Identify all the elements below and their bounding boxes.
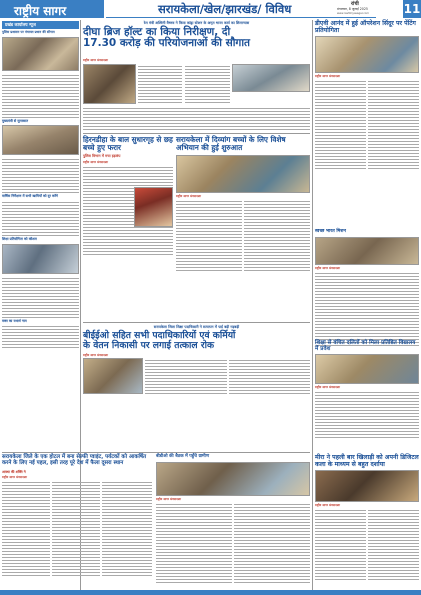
left-text-4 <box>2 276 79 318</box>
mid-strip-text-1 <box>145 358 227 394</box>
bottom-right-text-2 <box>368 508 419 580</box>
right-middle-headline: स्वच्छ भारत मिशन <box>315 229 346 234</box>
left-photo-1 <box>2 37 79 71</box>
bottom-left-byline: राष्ट्रीय सागर संवाददाता <box>2 474 28 479</box>
middle-left-byline: राष्ट्रीय सागर संवाददाता <box>83 159 109 164</box>
top-story-headline-1: दीघा ब्रिज हॉल्ट का किया निरीक्षण, दी <box>83 26 231 38</box>
bottom-right-byline: राष्ट्रीय सागर संवाददाता <box>315 503 341 508</box>
bottom-right-story <box>315 455 419 580</box>
mid-strip-byline: राष्ट्रीय सागर संवाददाता <box>83 352 109 357</box>
top-story-text-col-2 <box>185 64 230 103</box>
middle-left-subhead: पुलिस विभाग में मचा हड़कंप <box>83 153 121 158</box>
bottom-left-text-1 <box>2 480 50 576</box>
mid-strip-kicker: सरायकेला जिला शिक्षा पदाधिकारी ने सत्यापन में पाई बड़ी गड़बड़ी <box>153 325 240 329</box>
middle-left-photo <box>134 187 173 227</box>
right-mid-story <box>315 340 419 438</box>
edition-date: मंगलवार, 8 जुलाई 2025 <box>337 7 368 11</box>
top-story-headline-2: 17.30 करोड़ की परियोजनाओं की सौगात <box>83 37 251 50</box>
mid-strip-headline-1: बीईईओ सहित सभी पदाधिकारियों एवं कर्मियों <box>83 330 236 341</box>
newspaper-brand: राष्ट्रीय सागर <box>0 0 104 18</box>
left-story-2-head: मुख्यमंत्री से मुलाकात <box>2 118 29 123</box>
left-column <box>2 21 79 348</box>
right-mid-text <box>315 390 419 438</box>
page-number: 11 <box>403 2 421 16</box>
left-photo-3 <box>2 244 79 274</box>
right-top-byline: राष्ट्रीय सागर संवाददाता <box>315 74 341 79</box>
left-text-3 <box>2 200 79 236</box>
top-story <box>83 21 310 50</box>
left-photo-2 <box>2 125 79 155</box>
mid-strip-story <box>83 325 310 394</box>
middle-center-headline: सरायकेला में दिव्यांग बच्चों के लिए विशेष अभियान की हुई शुरुआत <box>176 135 286 152</box>
middle-center-story <box>176 136 310 271</box>
middle-center-text-1 <box>176 199 242 271</box>
bottom-center-headline: बीडीओ की बैठक में पहुँचे ग्रामीण <box>156 454 209 459</box>
middle-center-text-2 <box>244 199 310 271</box>
top-story-photo-2 <box>232 64 310 92</box>
middle-center-byline: राष्ट्रीय सागर संवाददाता <box>176 193 202 198</box>
right-top-story <box>315 21 419 169</box>
bottom-center-text-2 <box>234 502 310 583</box>
bottom-right-photo <box>315 470 419 502</box>
box-headline: पुलिस प्रशासन पर पंचायत प्रधान की सौगात <box>2 30 55 34</box>
bottom-right-text-1 <box>315 508 366 580</box>
bottom-left-text-3 <box>102 480 152 576</box>
bottom-left-subhead: आस्था की शक्ति ने <box>2 469 26 474</box>
left-story-4-head: शिक्षा प्रतियोगिता को कौशल <box>2 236 37 241</box>
section-title: सरायकेला/खेल/झारखंड/ विविध <box>106 0 376 18</box>
bottom-left-headline: सरायकेला जिले के एक होटल में बना सेल्फी प्वाइंट, पर्यटकों को आकर्षित करने के लिए नई पहल, इसी तरह पूरे देश में फैला दूसरा स्थान <box>2 454 147 466</box>
right-middle-photo <box>315 237 419 265</box>
top-story-text-row <box>83 106 310 130</box>
bottom-left-text-2 <box>52 480 100 576</box>
bottom-center-photo <box>156 462 310 496</box>
section-rule <box>83 133 310 134</box>
bottom-center-story <box>156 455 310 583</box>
section-rule <box>2 452 310 453</box>
mid-strip-photo <box>83 358 143 394</box>
mid-strip-text-2 <box>229 358 310 394</box>
right-middle-text <box>315 271 419 346</box>
right-mid-photo <box>315 354 419 384</box>
left-text-1 <box>2 73 79 118</box>
top-story-byline: राष्ट्रीय सागर संवाददाता <box>83 58 109 62</box>
middle-center-photo <box>176 155 310 193</box>
right-top-text-2 <box>368 79 419 169</box>
box-title: प्रखंड कार्यालय न्यूज <box>2 21 79 29</box>
footer-bar <box>0 590 421 595</box>
middle-left-headline: हिरनडीहा के बाल सुधारगृह से छह बच्चे हुए फरार <box>83 135 173 152</box>
left-story-3-head: वार्षिक निरीक्षण में सभी खामियों को दूर करेंगे <box>2 194 58 199</box>
right-mid-byline: राष्ट्रीय सागर संवाददाता <box>315 385 341 390</box>
right-top-text-1 <box>315 79 366 169</box>
right-mid-headline: शिक्षा से वंचित दलितों को मिला प्रतिष्ठित विद्यालय में प्रवेश <box>315 340 416 353</box>
top-story-text-col-1 <box>138 64 182 103</box>
left-text-2 <box>2 157 79 193</box>
right-middle-story <box>315 230 419 346</box>
edition-city: रांची <box>351 1 359 7</box>
mid-strip-headline-2: के वेतन निकासी पर लगाई तत्काल रोक <box>83 339 215 351</box>
bottom-left-story <box>2 455 152 576</box>
right-middle-byline: राष्ट्रीय सागर संवाददाता <box>315 265 341 270</box>
section-rule <box>83 322 310 323</box>
right-top-photo <box>315 36 419 73</box>
masthead <box>0 0 421 18</box>
bottom-right-headline: मीरा ने पहली बार खिलाड़ी को अपनी डिजिटल कला के माध्यम से बहुत दर्शाया <box>315 454 419 468</box>
top-story-photo-1 <box>83 64 136 104</box>
left-text-5 <box>2 324 79 348</box>
bottom-center-text-1 <box>156 502 232 583</box>
top-story-kicker: रेल मंत्री अश्विनी वैष्णव ने किया कांड्रा स्टेशन के अमृत भारत कार्य का शिलान्यास <box>143 21 250 25</box>
bottom-center-byline: राष्ट्रीय सागर संवाददाता <box>156 496 182 501</box>
website: www.rashtriyasagar.com <box>337 12 369 15</box>
left-story-5-head: वक्त का यथार्थ नाम <box>2 318 27 323</box>
right-top-headline: डीएवी आनंद में हुई ऑपरेशन सिंदूर पर पेंटिंग प्रतियोगिता <box>315 20 416 34</box>
column-rule <box>312 20 313 590</box>
